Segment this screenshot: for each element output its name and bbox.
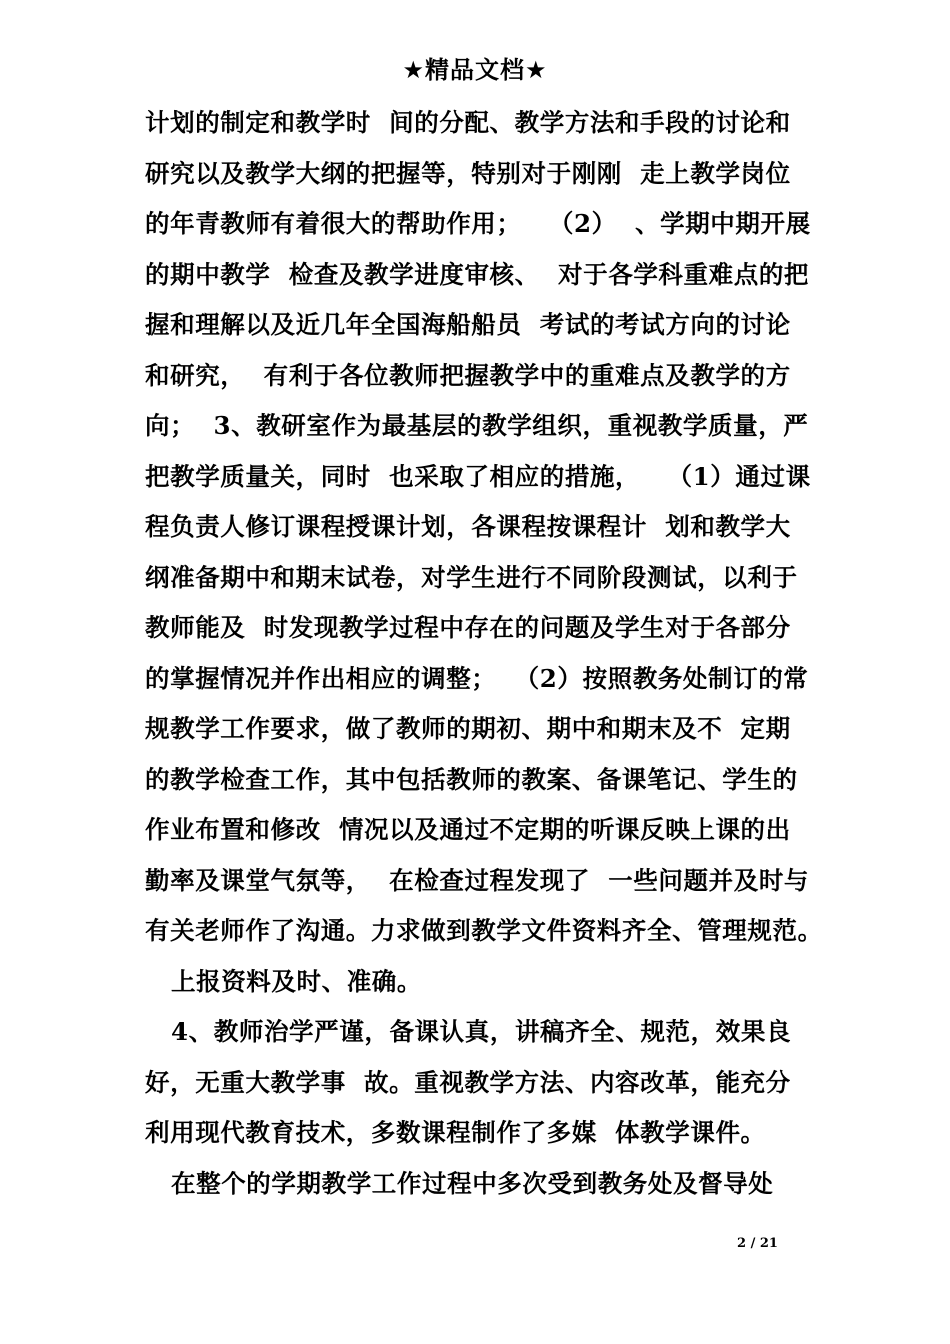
text-line: 程负责人修订课程授课计划，各课程按课程计 划和教学大: [145, 512, 791, 541]
text-line: 有关老师作了沟通。力求做到教学文件资料齐全、管理规范。: [145, 916, 823, 945]
text-line: 的期中教学 检查及教学进度审核、 对于各学科重难点的把: [145, 259, 810, 289]
text-line: 把教学质量关，同时 也采取了相应的措施， （1）通过课: [145, 461, 811, 491]
text-line: 的年青教师有着很大的帮助作用； （2） 、学期中期开展: [145, 209, 811, 238]
text-line: 4、教师治学严谨，备课认真，讲稿齐全、规范，效果良: [171, 1017, 792, 1046]
text-line: 上报资料及时、准确。: [171, 966, 422, 996]
text-line: 勤率及课堂气氛等， 在检查过程发现了 一些问题并及时与: [145, 865, 810, 895]
text-line: 研究以及教学大纲的把握等，特别对于刚刚 走上教学岗位: [145, 158, 791, 188]
page-number: 2 / 21: [737, 1236, 778, 1251]
text-line: 和研究， 有利于各位教师把握教学中的重难点及教学的方: [145, 360, 791, 390]
text-line: 向； 3、教研室作为最基层的教学组织，重视教学质量，严: [145, 411, 809, 440]
page-header-title: ★精品文档★: [402, 56, 548, 84]
text-line: 规教学工作要求，做了教师的期初、期中和期末及不 定期: [145, 714, 791, 743]
text-line: 握和理解以及近几年全国海船船员 考试的考试方向的讨论: [145, 310, 791, 339]
text-line: 的掌握情况并作出相应的调整； （2）按照教务处制订的常: [145, 663, 809, 693]
text-line: 好，无重大教学事 故。重视教学方法、内容改革，能充分: [145, 1067, 791, 1097]
document-body: [145, 98, 823, 1209]
text-line: 利用现代教育技术，多数课程制作了多媒 体教学课件。: [145, 1118, 766, 1147]
text-line: 纲准备期中和期末试卷，对学生进行不同阶段测试，以利于: [145, 562, 798, 592]
text-line: 的教学检查工作，其中包括教师的教案、备课笔记、学生的: [145, 764, 798, 794]
text-line: 教师能及 时发现教学过程中存在的问题及学生对于各部分: [145, 613, 791, 642]
text-line: 计划的制定和教学时 间的分配、教学方法和手段的讨论和: [145, 108, 791, 137]
text-line: 作业布置和修改 情况以及通过不定期的听课反映上课的出: [145, 815, 791, 844]
text-line: 在整个的学期教学工作过程中多次受到教务处及督导处: [171, 1168, 774, 1198]
